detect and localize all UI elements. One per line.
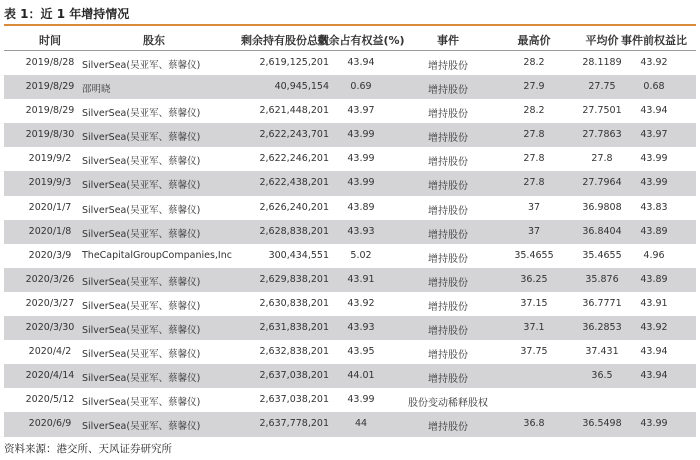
cell-avg: 27.8 — [591, 153, 613, 165]
cell-holder: 邵明晓 — [82, 84, 111, 96]
cell-date: 2020/1/8 — [28, 225, 72, 237]
header-event: 事件 — [437, 34, 459, 47]
cell-shares: 2,621,448,201 — [259, 105, 329, 117]
cell-date: 2019/8/30 — [25, 129, 75, 141]
cell-avg: 35.4655 — [582, 249, 622, 261]
cell-event: 增持股份 — [428, 301, 468, 313]
cell-date: 2019/8/29 — [25, 81, 75, 93]
cell-avg: 37.431 — [585, 346, 619, 358]
cell-avg: 36.8404 — [582, 225, 622, 237]
cell-high: 36.8 — [523, 418, 545, 430]
cell-event: 增持股份 — [428, 181, 468, 193]
cell-holder: SilverSea(吴亚军、蔡馨仪) — [82, 421, 201, 433]
cell-high: 37 — [527, 225, 541, 237]
cell-event: 增持股份 — [428, 157, 468, 169]
source-note: 资料来源：港交所、天风证券研究所 — [4, 443, 172, 455]
cell-prior: 43.94 — [640, 346, 668, 358]
cell-event: 增持股份 — [428, 374, 468, 386]
cell-date: 2020/1/7 — [28, 201, 72, 213]
cell-avg: 27.75 — [588, 81, 616, 93]
cell-avg: 27.7501 — [582, 105, 622, 117]
cell-prior: 43.83 — [640, 201, 668, 213]
cell-holder: SilverSea(吴亚军、蔡馨仪) — [82, 204, 201, 216]
table-row — [4, 51, 696, 75]
cell-shares: 2,637,038,201 — [259, 370, 329, 382]
cell-holder: SilverSea(吴亚军、蔡馨仪) — [82, 180, 201, 192]
cell-high: 28.2 — [523, 105, 545, 117]
cell-event: 增持股份 — [428, 229, 468, 241]
cell-high: 37.15 — [520, 297, 548, 309]
cell-event: 增持股份 — [428, 61, 468, 72]
table-row — [4, 316, 696, 340]
cell-holder: SilverSea(吴亚军、蔡馨仪) — [82, 276, 201, 288]
cell-high: 36.25 — [520, 273, 548, 285]
cell-high: 35.4655 — [514, 249, 554, 261]
cell-holder: SilverSea(吴亚军、蔡馨仪) — [82, 397, 201, 409]
cell-pct: 43.99 — [347, 394, 375, 406]
cell-date: 2020/3/27 — [25, 297, 75, 309]
cell-high: 27.8 — [523, 153, 545, 165]
cell-prior: 43.99 — [640, 177, 668, 189]
header-holder: 股东 — [143, 34, 165, 47]
header-date: 时间 — [39, 34, 61, 47]
header-prior: 事件前权益比 — [621, 34, 687, 47]
cell-pct: 43.92 — [347, 297, 375, 309]
cell-holder: SilverSea(吴亚军、蔡馨仪) — [82, 132, 201, 144]
cell-holder: SilverSea(吴亚军、蔡馨仪) — [82, 300, 201, 312]
cell-shares: 2,629,838,201 — [259, 273, 329, 285]
cell-shares: 2,637,778,201 — [259, 418, 329, 430]
cell-event: 增持股份 — [428, 350, 468, 362]
table-row — [4, 268, 696, 292]
cell-prior: 43.92 — [640, 57, 668, 68]
cell-shares: 2,628,838,201 — [259, 225, 329, 237]
cell-event: 增持股份 — [428, 85, 468, 97]
cell-avg: 28.1189 — [582, 57, 622, 68]
cell-avg: 36.5498 — [582, 418, 622, 430]
cell-event: 增持股份 — [428, 326, 468, 338]
table-row — [4, 196, 696, 220]
cell-shares: 2,626,240,201 — [259, 201, 329, 213]
table-row — [4, 220, 696, 244]
table-row — [4, 388, 696, 412]
header-high: 最高价 — [517, 34, 551, 47]
cell-event: 股份变动稀释股权 — [408, 398, 488, 410]
cell-shares: 2,619,125,201 — [259, 57, 329, 68]
cell-pct: 43.89 — [347, 201, 375, 213]
cell-pct: 43.93 — [347, 225, 375, 237]
cell-shares: 2,637,038,201 — [259, 394, 329, 406]
cell-avg: 35.876 — [585, 273, 619, 285]
table-row — [4, 244, 696, 268]
cell-event: 增持股份 — [428, 422, 468, 434]
cell-prior: 43.89 — [640, 225, 668, 237]
table-row — [4, 147, 696, 171]
cell-avg: 27.7863 — [582, 129, 622, 141]
cell-date: 2020/3/26 — [25, 273, 75, 285]
cell-shares: 2,622,246,201 — [259, 153, 329, 165]
cell-date: 2020/3/30 — [25, 322, 75, 334]
cell-prior: 43.89 — [640, 273, 668, 285]
cell-holder: SilverSea(吴亚军、蔡馨仪) — [82, 156, 201, 168]
cell-pct: 43.91 — [347, 273, 375, 285]
cell-prior: 0.68 — [643, 81, 665, 93]
cell-high: 27.8 — [523, 177, 545, 189]
cell-shares: 2,631,838,201 — [259, 322, 329, 334]
cell-high: 27.8 — [523, 129, 545, 141]
cell-date: 2020/4/2 — [28, 346, 72, 358]
cell-pct: 0.69 — [350, 81, 372, 93]
cell-event: 增持股份 — [428, 133, 468, 145]
cell-date: 2019/8/28 — [25, 57, 75, 68]
cell-avg: 36.2853 — [582, 322, 622, 334]
cell-avg: 36.7771 — [582, 297, 622, 309]
cell-pct: 5.02 — [350, 249, 372, 261]
cell-date: 2019/9/2 — [28, 153, 72, 165]
cell-avg: 27.7964 — [582, 177, 622, 189]
table-row — [4, 123, 696, 147]
cell-high: 28.2 — [523, 57, 545, 68]
cell-holder: TheCapitalGroupCompanies,Inc — [82, 249, 232, 261]
cell-date: 2019/8/29 — [25, 105, 75, 117]
table-row — [4, 340, 696, 364]
cell-prior: 43.94 — [640, 370, 668, 382]
cell-pct: 43.93 — [347, 322, 375, 334]
cell-date: 2020/5/12 — [25, 394, 75, 406]
cell-shares: 2,622,438,201 — [259, 177, 329, 189]
cell-prior: 4.96 — [643, 249, 665, 261]
table-title: 表 1：近 1 年增持情况 — [4, 7, 130, 21]
cell-event: 增持股份 — [428, 109, 468, 121]
table-row — [4, 99, 696, 123]
cell-pct: 43.99 — [347, 177, 375, 189]
cell-high: 37.1 — [523, 322, 545, 334]
cell-event: 增持股份 — [428, 253, 468, 265]
cell-pct: 43.95 — [347, 346, 375, 358]
table-row — [4, 75, 696, 99]
table-row — [4, 412, 696, 436]
cell-high: 37.75 — [520, 346, 548, 358]
cell-shares: 2,622,243,701 — [259, 129, 329, 141]
header-shares: 剩余持有股份总数 — [241, 34, 329, 47]
cell-date: 2020/4/14 — [25, 370, 75, 382]
cell-pct: 43.94 — [347, 57, 375, 68]
table-row — [4, 364, 696, 388]
cell-event: 增持股份 — [428, 277, 468, 289]
cell-event: 增持股份 — [428, 205, 468, 217]
cell-pct: 43.99 — [347, 153, 375, 165]
cell-date: 2020/3/9 — [28, 249, 72, 261]
cell-date: 2020/6/9 — [28, 418, 72, 430]
table-header-row — [4, 28, 696, 50]
cell-prior: 43.97 — [640, 129, 668, 141]
cell-high: 27.9 — [523, 81, 545, 93]
header-top-rule — [4, 24, 696, 26]
cell-prior: 43.94 — [640, 105, 668, 117]
cell-prior: 43.99 — [640, 153, 668, 165]
cell-holder: SilverSea(吴亚军、蔡馨仪) — [82, 228, 201, 240]
cell-shares: 40,945,154 — [274, 81, 329, 93]
cell-shares: 2,630,838,201 — [259, 297, 329, 309]
header-avg: 平均价 — [585, 34, 619, 47]
cell-avg: 36.9808 — [582, 201, 622, 213]
cell-holder: SilverSea(吴亚军、蔡馨仪) — [82, 373, 201, 385]
table-row — [4, 292, 696, 316]
cell-shares: 2,632,838,201 — [259, 346, 329, 358]
cell-holder: SilverSea(吴亚军、蔡馨仪) — [82, 349, 201, 361]
cell-prior: 43.99 — [640, 418, 668, 430]
cell-holder: SilverSea(吴亚军、蔡馨仪) — [82, 60, 201, 71]
cell-pct: 44.01 — [347, 370, 375, 382]
table-body — [4, 51, 696, 437]
cell-pct: 43.97 — [347, 105, 375, 117]
cell-shares: 300,434,551 — [268, 249, 329, 261]
cell-prior: 43.92 — [640, 322, 668, 334]
cell-holder: SilverSea(吴亚军、蔡馨仪) — [82, 325, 201, 337]
cell-high: 37 — [527, 201, 541, 213]
cell-pct: 44 — [354, 418, 368, 430]
cell-avg: 36.5 — [591, 370, 613, 382]
cell-prior: 43.91 — [640, 297, 668, 309]
table-row — [4, 171, 696, 195]
header-pct: 剩余占有权益(%) — [317, 34, 405, 47]
cell-date: 2019/9/3 — [28, 177, 72, 189]
cell-pct: 43.99 — [347, 129, 375, 141]
cell-holder: SilverSea(吴亚军、蔡馨仪) — [82, 108, 201, 120]
